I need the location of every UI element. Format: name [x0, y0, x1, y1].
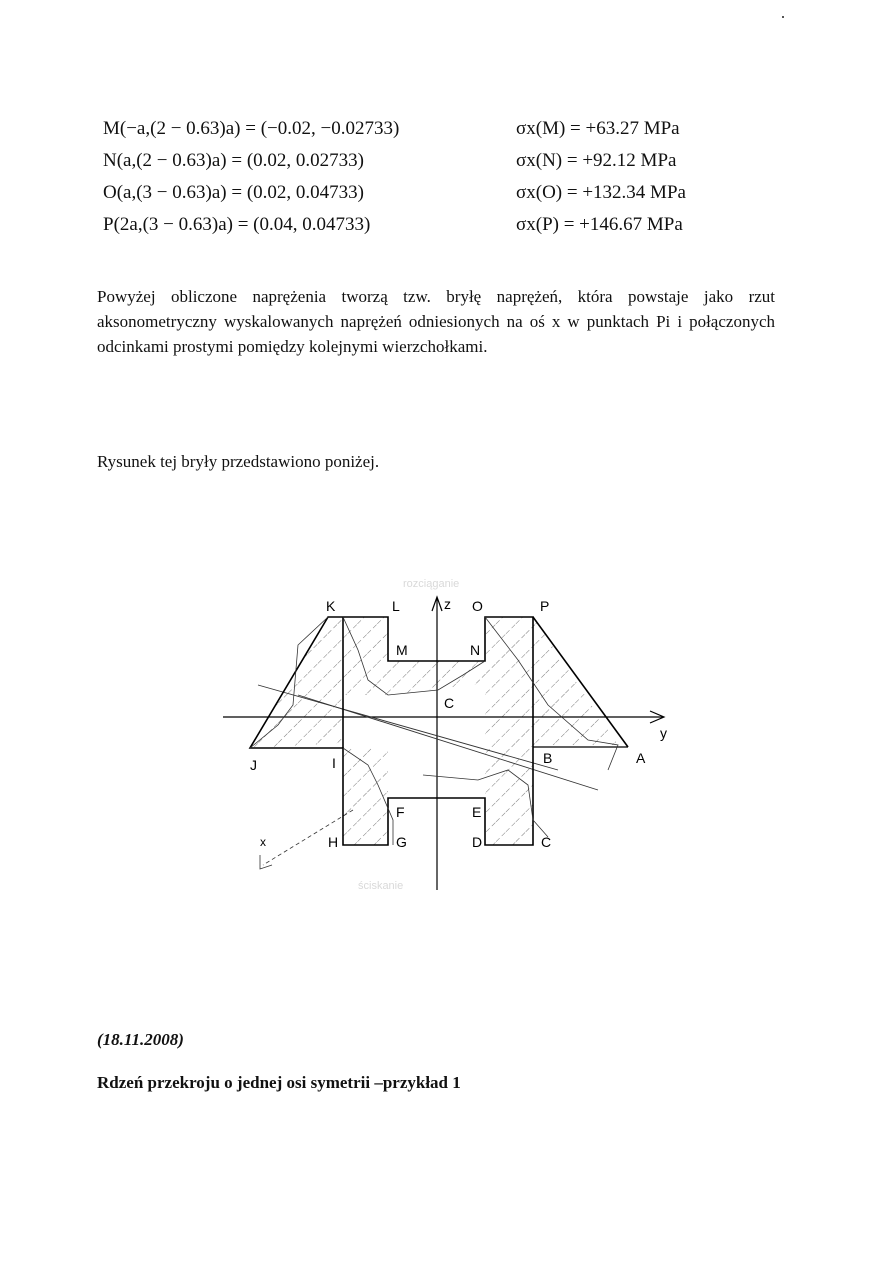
stress-p: σx(P) = +146.67 MPa [516, 214, 683, 235]
equation-m-coords: M(−a,(2 − 0.63)a) = (−0.02, −0.02733) [103, 118, 400, 139]
hatch-right [485, 617, 618, 845]
date-label: (18.11.2008) [97, 1030, 184, 1049]
point-label-j: J [250, 757, 257, 773]
point-label-c-center: C [444, 695, 455, 711]
point-label-l: L [392, 598, 400, 614]
point-label-o: O [472, 598, 483, 614]
point-label-b: B [543, 750, 553, 766]
hatch-left-upper [250, 617, 388, 748]
faint-label-tension: rozciąganie [403, 578, 460, 590]
stress-solid-figure [218, 565, 678, 895]
point-label-a: A [636, 750, 646, 766]
point-label-g: G [396, 834, 407, 850]
x-axis-arrow-icon [260, 855, 272, 869]
equation-o-coords: O(a,(3 − 0.63)a) = (0.02, 0.04733) [103, 182, 364, 203]
point-label-h: H [328, 834, 339, 850]
point-label-c: C [541, 834, 552, 850]
x-axis [263, 810, 353, 865]
point-label-p: P [540, 598, 550, 614]
point-label-d: D [472, 834, 483, 850]
axis-label-y: y [660, 725, 667, 741]
point-label-m: M [396, 642, 408, 658]
point-label-i: I [332, 755, 336, 771]
hatch-left-lower [343, 748, 388, 845]
description-paragraph: Powyżej obliczone naprężenia tworzą tzw. bryłę naprężeń, która powstaje jako rzut aksonometryczny wyskalowanych naprężeń odniesionych na oś x w punktach Pi i połączonych odcinkami prostymi pomiędzy kolejnymi wierzchołkami. [97, 287, 775, 356]
point-label-e: E [472, 804, 482, 820]
axis-label-z: z [444, 596, 451, 612]
stress-m: σx(M) = +63.27 MPa [516, 118, 680, 139]
point-label-k: K [326, 598, 336, 614]
stress-n: σx(N) = +92.12 MPa [516, 150, 677, 171]
point-label-n: N [470, 642, 481, 658]
axis-label-x: x [260, 835, 266, 849]
figure-intro: Rysunek tej bryły przedstawiono poniżej. [97, 452, 380, 471]
faint-label-compression: ściskanie [358, 880, 404, 892]
equation-p-coords: P(2a,(3 − 0.63)a) = (0.04, 0.04733) [103, 214, 371, 235]
section-heading: Rdzeń przekroju o jednej osi symetrii –przykład 1 [97, 1073, 461, 1092]
equation-n-coords: N(a,(2 − 0.63)a) = (0.02, 0.02733) [103, 150, 364, 171]
point-label-f: F [396, 804, 405, 820]
page-speck [782, 16, 784, 18]
stress-o: σx(O) = +132.34 MPa [516, 182, 686, 203]
